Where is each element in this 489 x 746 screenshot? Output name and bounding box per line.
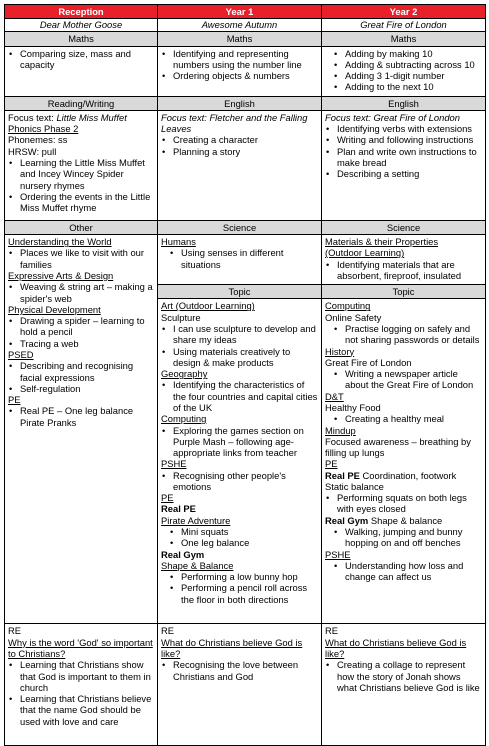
list-item: • Using materials creatively to design & make products xyxy=(161,346,318,369)
english-year1 xyxy=(158,110,322,220)
list-item: • Exploring the games section on Purple Mash – following age-appropriate links from teacher xyxy=(161,425,318,459)
list-item: • One leg balance xyxy=(161,537,318,548)
section-reading-writing: Reading/Writing xyxy=(5,96,158,110)
list-item: • Tracing a web xyxy=(8,338,154,349)
list-item: • Learning the Little Miss Muffet and Incey Wincey Spider nursery rhymes xyxy=(8,157,154,191)
header-reception: Reception xyxy=(5,5,158,19)
list-item: • Recognising other people's emotions xyxy=(161,470,318,493)
list-item: • Using senses in different situations xyxy=(161,247,318,270)
section-english-year2: English xyxy=(322,96,486,110)
list-item: • Creating a healthy meal xyxy=(325,413,482,424)
list-item: • Learning that Christians show that God is important to them in church xyxy=(8,659,154,693)
list-item: • Creating a collage to represent how the story of Jonah shows what Christians believe God is like xyxy=(325,659,482,693)
curriculum-table xyxy=(4,4,486,746)
re-year2: RE What do Christians believe God is like? • Creating a collage to represent how the story of Jonah shows what Christians believe God is like xyxy=(322,624,486,746)
phonics-heading: Phonics Phase 2 xyxy=(8,123,79,135)
list-item: • Writing a newspaper article about the Great Fire of London xyxy=(325,368,482,391)
list-item: • Describing a setting xyxy=(325,168,482,179)
other-reception: Understanding the World • Places we like to visit with our families Expressive Arts & Design • Weaving & string art – making a spider's web Physical Development • Drawing a spider – learning to hold a pencil • Tracing a web PSED • Describing and recognising facial expressions • Self-regulation PE • Real PE – One leg balance Pirate Pranks xyxy=(5,235,158,624)
list-item: • Describing and recognising facial expressions xyxy=(8,360,154,383)
re-year1: RE What do Christians believe God is like? • Recognising the love between Christians and God xyxy=(158,624,322,746)
re-question: Why is the word 'God' so important to Christians? xyxy=(8,636,153,659)
section-maths-reception: Maths xyxy=(5,32,158,46)
list-item: • Learning that Christians believe that the name God should be used with love and care xyxy=(8,693,154,727)
science-year1: Humans • Using senses in different situations xyxy=(158,235,322,285)
re-question: What do Christians believe God is like? xyxy=(325,636,467,659)
topic-year2: Computing Online Safety • Practise logging on safely and not sharing passwords or details History Great Fire of London • Writing a newspaper article about the Great Fire of London D&T Healthy Food • Creating a healthy meal Mindup Focused awareness – breathing by filling up lungs PE Real PE Coordination, footwork Static balance • Performing squats on both legs with eyes closed Real Gym Shape & balance • Walking, jumping and bunny hopping on and off benches PSHE • Understanding how loss and change can affect us xyxy=(322,299,486,624)
list-item: • Planning a story xyxy=(161,146,318,157)
list-item: • Identifying the characteristics of the four countries and capital cities of the UK xyxy=(161,379,318,413)
focus-text: Focus text: Fletcher and the Falling Leaves xyxy=(161,111,308,135)
science-year2: Materials & their Properties (Outdoor Learning) • Identifying materials that are absorbent, fireproof, insulated xyxy=(322,235,486,285)
list-item: • Real PE – One leg balance Pirate Pranks xyxy=(8,405,154,428)
list-item: • Places we like to visit with our families xyxy=(8,247,154,270)
section-science-year1: Science xyxy=(158,220,322,234)
list-item: • Understanding how loss and change can affect us xyxy=(325,560,482,583)
hrsw: HRSW: pull xyxy=(8,145,57,157)
list-item: • Plan and write own instructions to make bread xyxy=(325,146,482,169)
maths-year2 xyxy=(322,46,486,96)
list-item: • Ordering objects & numbers xyxy=(161,70,318,81)
re-reception: RE Why is the word 'God' so important to Christians? • Learning that Christians show that God is important to them in church • Learning that Christians believe that the name God should be used with love and care xyxy=(5,624,158,746)
list-item: • Adding to the next 10 xyxy=(325,81,482,92)
list-item: • Performing a low bunny hop xyxy=(161,571,318,582)
section-science-year2: Science xyxy=(322,220,486,234)
section-english-year1: English xyxy=(158,96,322,110)
section-maths-year2: Maths xyxy=(322,32,486,46)
header-year1: Year 1 xyxy=(158,5,322,19)
list-item: • I can use sculpture to develop and share my ideas xyxy=(161,323,318,346)
header-year2: Year 2 xyxy=(322,5,486,19)
list-item: • Identifying and representing numbers using the number line xyxy=(161,48,318,71)
list-item: • Weaving & string art – making a spider's web xyxy=(8,281,154,304)
maths-reception xyxy=(5,46,158,96)
list-item: • Creating a character xyxy=(161,134,318,145)
theme-reception: Dear Mother Goose xyxy=(5,19,158,32)
list-item: • Drawing a spider – learning to hold a pencil xyxy=(8,315,154,338)
theme-year2: Great Fire of London xyxy=(322,19,486,32)
reading-reception: Focus text: Little Miss Muffet Phonics Phase 2 Phonemes: ss HRSW: pull • Learning the Little Miss Muffet and Incey Wincey Spider nursery rhymes • Ordering the events in the Little Miss Muffet rhyme xyxy=(5,110,158,220)
section-maths-year1: Maths xyxy=(158,32,322,46)
section-topic-year1: Topic xyxy=(158,285,322,299)
english-year2 xyxy=(322,110,486,220)
theme-year1: Awesome Autumn xyxy=(158,19,322,32)
list-item: • Adding & subtracting across 10 xyxy=(325,59,482,70)
focus-text: Little Miss Muffet xyxy=(56,111,127,123)
phonemes: Phonemes: ss xyxy=(8,134,68,146)
list-item: • Mini squats xyxy=(161,526,318,537)
list-item: • Adding 3 1-digit number xyxy=(325,70,482,81)
list-item: • Identifying verbs with extensions xyxy=(325,123,482,134)
list-item: • Identifying materials that are absorbent, fireproof, insulated xyxy=(325,259,482,282)
list-item: • Performing a pencil roll across the floor in both directions xyxy=(161,582,318,605)
list-item: • Practise logging on safely and not sharing passwords or details xyxy=(325,323,482,346)
list-item: • Adding by making 10 xyxy=(325,48,482,59)
list-item: • Walking, jumping and bunny hopping on and off benches xyxy=(325,526,482,549)
list-item: • Writing and following instructions xyxy=(325,134,482,145)
section-other: Other xyxy=(5,220,158,234)
list-item: • Performing squats on both legs with eyes closed xyxy=(325,492,482,515)
list-item: • Recognising the love between Christians and God xyxy=(161,659,318,682)
list-item: • Self-regulation xyxy=(8,383,154,394)
list-item: • Comparing size, mass and capacity xyxy=(8,48,154,71)
re-question: What do Christians believe God is like? xyxy=(161,636,303,659)
section-topic-year2: Topic xyxy=(322,285,486,299)
list-item: • Ordering the events in the Little Miss Muffet rhyme xyxy=(8,191,154,214)
focus-text: Focus text: Great Fire of London xyxy=(325,111,460,123)
topic-year1: Art (Outdoor Learning) Sculpture • I can use sculpture to develop and share my ideas • Using materials creatively to design & make products Geography • Identifying the characteristics of the four countries and capital cities of the UK Computing • Exploring the games section on Purple Mash – following age-appropriate links from teacher PSHE • Recognising other people's emotions PE Real PE Pirate Adventure • Mini squats • One leg balance Real Gym Shape & Balance • Performing a low bunny hop • Performing a pencil roll across the floor in both directions xyxy=(158,299,322,624)
maths-year1 xyxy=(158,46,322,96)
